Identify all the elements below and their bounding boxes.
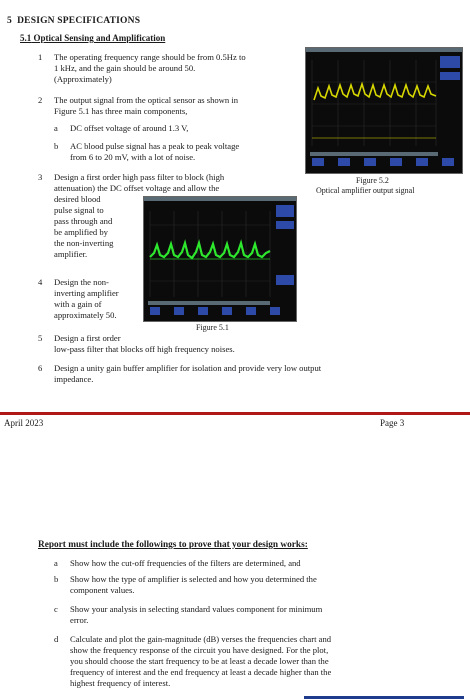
scope-softkey bbox=[416, 158, 428, 166]
scope-softkey-bar bbox=[148, 301, 270, 305]
figure-5-1-oscilloscope bbox=[143, 196, 297, 322]
item-2-number: 2 bbox=[38, 95, 43, 105]
scope-softkey bbox=[174, 307, 184, 315]
figure-5-2-caption: Figure 5.2 bbox=[356, 176, 389, 185]
item-2-text: The output signal from the optical sensor as shown in Figure 5.1 has three main components, bbox=[54, 95, 239, 116]
report-item-a-text: Show how the cut-off frequencies of the filters are determined, and bbox=[70, 558, 301, 568]
item-5-number: 5 bbox=[38, 333, 43, 343]
footer-page-number: Page 3 bbox=[380, 418, 405, 428]
section-heading: 5 DESIGN SPECIFICATIONS bbox=[7, 16, 141, 26]
scope-softkey-bar bbox=[310, 152, 438, 156]
footer-date: April 2023 bbox=[4, 418, 44, 428]
footer-rule bbox=[0, 412, 470, 415]
scope-side-label bbox=[276, 275, 294, 285]
item-1-text: The operating frequency range should be from 0.5Hz to 1 kHz, and the gain should be around 50. (Approximately) bbox=[54, 52, 246, 84]
bottom-accent-bar bbox=[304, 696, 464, 699]
subitem-b-text: AC blood pulse signal has a peak to peak voltage from 6 to 20 mV, with a lot of noise. bbox=[70, 141, 240, 162]
item-4-text: Design the non- inverting amplifier with a gain of approximately 50. bbox=[54, 277, 119, 320]
scope-softkey bbox=[338, 158, 350, 166]
item-6-text: Design a unity gain buffer amplifier for isolation and provide very low output impedance. bbox=[54, 363, 322, 384]
report-item-b-letter: b bbox=[54, 574, 59, 584]
scope-softkey bbox=[198, 307, 208, 315]
scope-softkey bbox=[150, 307, 160, 315]
scope-softkey bbox=[390, 158, 402, 166]
item-3-number: 3 bbox=[38, 172, 43, 182]
item-1-number: 1 bbox=[38, 52, 43, 62]
item-6-number: 6 bbox=[38, 363, 43, 373]
subitem-a-text: DC offset voltage of around 1.3 V, bbox=[70, 123, 189, 133]
report-item-b-text: Show how the type of amplifier is selected and how you determined the component values. bbox=[70, 574, 317, 595]
figure-5-2-oscilloscope bbox=[305, 47, 463, 174]
scope-softkey bbox=[222, 307, 232, 315]
report-heading: Report must include the followings to prove that your design works: bbox=[38, 540, 308, 550]
scope-softkey bbox=[312, 158, 324, 166]
item-5-text: Design a first order low-pass filter that blocks off high frequency noises. bbox=[54, 333, 235, 354]
figure-5-2-subcaption: Optical amplifier output signal bbox=[316, 186, 415, 195]
report-item-c-text: Show your analysis in selecting standard values component for minimum error. bbox=[70, 604, 323, 625]
item-3-text: Design a first order high pass filter to block (high attenuation) the DC offset voltage and allow the desired blood pulse signal to pass through and be amplified by the non-inverting amplifier. bbox=[54, 172, 225, 259]
report-item-c-letter: c bbox=[54, 604, 58, 614]
scope-softkey bbox=[246, 307, 256, 315]
subitem-b-letter: b bbox=[54, 141, 59, 151]
scope-softkey bbox=[364, 158, 376, 166]
subsection-heading: 5.1 Optical Sensing and Amplification bbox=[20, 33, 166, 43]
report-item-d-letter: d bbox=[54, 634, 59, 644]
figure-5-1-caption: Figure 5.1 bbox=[196, 323, 229, 332]
scope-softkey bbox=[270, 307, 280, 315]
subitem-a-letter: a bbox=[54, 123, 58, 133]
scope-softkey bbox=[442, 158, 454, 166]
report-item-a-letter: a bbox=[54, 558, 58, 568]
report-item-d-text: Calculate and plot the gain-magnitude (dB) verses the frequencies chart and show the frequency response of the circuit you have designed. For the plot, you should choose the start frequency to be at least a decade lower than the frequency of interest and the end frequency at least a decade higher than the highest frequency of interest. bbox=[70, 634, 332, 688]
item-4-number: 4 bbox=[38, 277, 43, 287]
